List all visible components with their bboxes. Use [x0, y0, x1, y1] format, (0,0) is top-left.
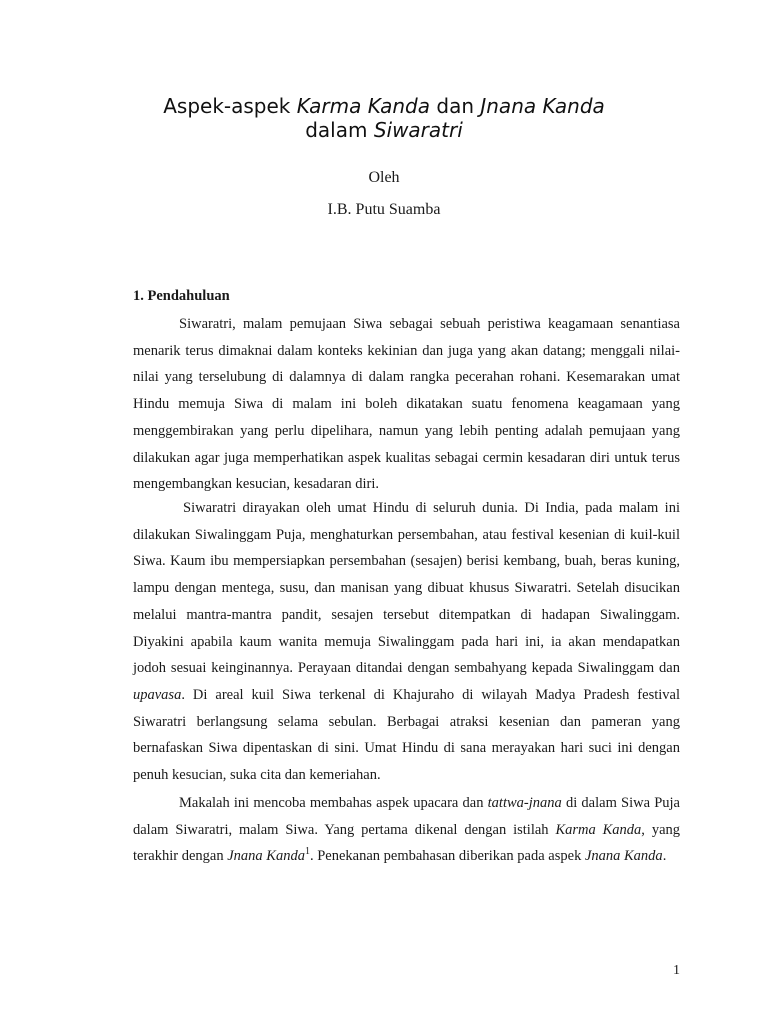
text-run: Siwaratri dirayakan oleh umat Hindu di seluruh dunia. Di India, pada malam ini dilakukan Siwalinggam Puja, menghaturkan persembahan, atau festival kesenian di kuil-kuil Siwa. Kaum ibu mempersiapkan persembahan (sesajen) berisi kembang, buah, beras kuning, lampu dengan mentega, susu, dan manisan yang dibuat khusus Siwaratri. Setelah disucikan melalui mantra-mantra pandit, sesajen tersebut ditempatkan di hadapan Siwalinggam. Diyakini apabila kaum wanita memuja Siwalinggam pada hari ini, ia akan mendapatkan jodoh sesuai keinginannya. Perayaan ditandai dengan sembahyang kepada Siwalinggam dan [133, 500, 680, 677]
text-run: . Di areal kuil Siwa terkenal di Khajuraho di wilayah Madya Pradesh festival Siwaratri berlangsung selama sebulan. Berbagai atraksi kesenian dan pameran yang bernafaskan Siwa dipentaskan di sini. Umat Hindu di sana merayakan hari suci ini dengan penuh kesucian, suka cita dan kemeriahan. [133, 686, 680, 784]
page-number: 1 [673, 963, 680, 978]
footnote-marker[interactable]: 1 [304, 846, 310, 858]
paragraph-2 [133, 495, 680, 789]
author-name: I.B. Putu Suamba [327, 201, 441, 218]
document-title-line-2 [0, 118, 768, 142]
title-term-jnana-kanda: Jnana Kanda [480, 94, 605, 118]
term-jnana-kanda: Jnana Kanda [227, 848, 305, 865]
paragraph-1 [133, 311, 680, 498]
title-text: Aspek-aspek [163, 94, 297, 118]
term-jnana-kanda: Jnana Kanda [584, 848, 663, 865]
section-heading: 1. Pendahuluan [133, 288, 230, 304]
document-title-line-1 [0, 94, 768, 118]
title-text: dan [430, 94, 481, 118]
title-term-siwaratri: Siwaratri [373, 118, 463, 142]
paragraph-3 [133, 790, 680, 870]
term-tattwa-jnana: tattwa-jnana [487, 795, 562, 811]
paragraph-text [133, 495, 680, 789]
paragraph-text [133, 790, 680, 870]
title-text: dalam [305, 118, 374, 142]
by-label: Oleh [368, 169, 400, 186]
text-run: Makalah ini mencoba membahas aspek upacara dan [179, 795, 488, 811]
text-run: . [662, 848, 667, 865]
paragraph-text: Siwaratri, malam pemujaan Siwa sebagai sebuah peristiwa keagamaan senantiasa menarik terus dimaknai dalam konteks kekinian dan juga yang akan datang; menggali nilai-nilai yang terselubung di dalamnya di dalam rangka pecerahan rohani. Kesemarakan umat Hindu memuja Siwa di malam ini boleh dikatakan suatu fenomena keagamaan yang menggembirakan yang perlu dipelihara, namun yang lebih penting adalah pemujaan yang dilakukan agar juga memperhatikan aspek kualitas sebagai cermin kesadaran diri untuk terus mengembangkan kesucian, kesadaran diri. [133, 316, 680, 493]
term-upavasa: upavasa [133, 686, 182, 703]
term-karma-kanda: Karma Kanda [555, 821, 642, 838]
text-run: di dalam Siwa Puja dalam Siwaratri, malam Siwa. Yang pertama dikenal dengan istilah [133, 795, 680, 838]
text-run: , yang terakhir dengan [133, 821, 681, 865]
text-run: . Penekanan pembahasan diberikan pada aspek [309, 848, 585, 865]
title-term-karma-kanda: Karma Kanda [296, 94, 431, 118]
